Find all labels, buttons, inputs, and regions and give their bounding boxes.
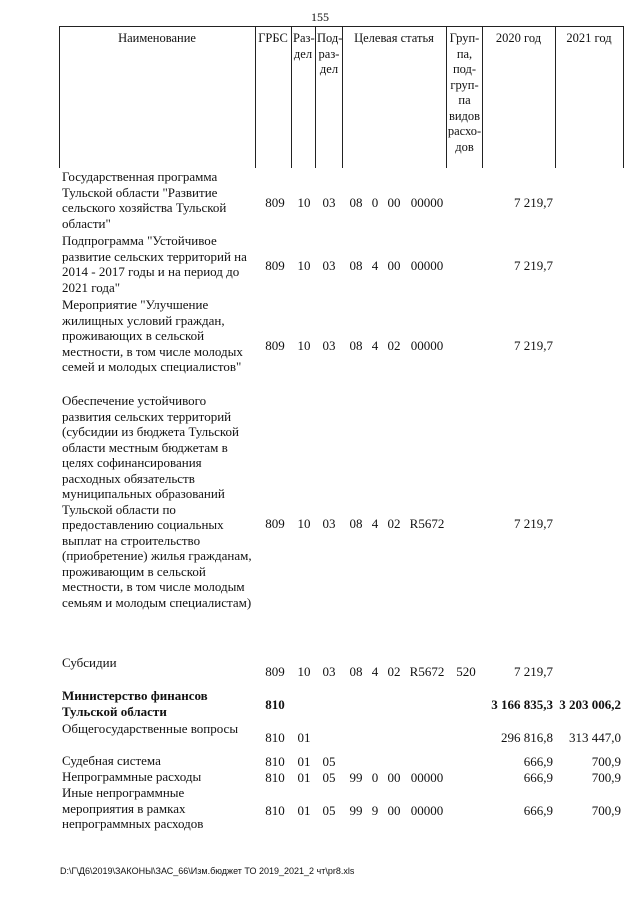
row-name: Государственная программа Тульской области "Развитие сельского хозяйства Тульской области" (62, 169, 227, 231)
cell-cs-event: 00 (387, 258, 401, 273)
cell-cs-subprogram: 4 (371, 516, 379, 531)
cell-grbs: 809 (265, 258, 285, 273)
cell-cs-subprogram: 4 (371, 338, 379, 353)
row-name: Подпрограмма "Устойчивое развитие сельских территорий на 2014 - 2017 годы и на период до 2021 года" (62, 233, 247, 295)
cell-group: 520 (456, 664, 476, 679)
cell-cs-program: 08 (349, 258, 363, 273)
cell-razdel: 10 (297, 516, 311, 531)
cell-grbs: 809 (265, 516, 285, 531)
cell-cs-direction: 00000 (410, 338, 444, 353)
cell-razdel: 01 (297, 803, 311, 818)
cell-razdel: 10 (297, 338, 311, 353)
cell-podrazdel: 03 (322, 258, 336, 273)
cell-cs-subprogram: 0 (371, 195, 379, 210)
cell-cs-event: 02 (387, 664, 401, 679)
cell-cs-program: 99 (349, 803, 363, 818)
cell-cs-subprogram: 0 (371, 770, 379, 785)
row-name: Судебная система (62, 753, 161, 768)
cell-razdel: 01 (297, 770, 311, 785)
header-name: Наименование (118, 31, 196, 45)
row-name: Иные непрограммные мероприятия в рамках непрограммных расходов (62, 785, 204, 831)
header-podrazdel: Под- раз- дел (317, 31, 343, 76)
cell-2020: 3 166 835,3 (491, 697, 553, 712)
cell-2020: 666,9 (523, 754, 553, 769)
cell-grbs: 810 (265, 754, 285, 769)
cell-cs-direction: 00000 (410, 258, 444, 273)
cell-razdel: 10 (297, 195, 311, 210)
cell-grbs: 809 (265, 338, 285, 353)
cell-cs-direction: 00000 (410, 195, 444, 210)
cell-cs-direction: 00000 (410, 770, 444, 785)
row-name: Субсидии (62, 655, 117, 670)
row-name: Министерство финансов Тульской области (62, 688, 208, 719)
file-path-footer: D:\Г\Д6\2019\ЗАКОНЫ\ЗАС_66\Изм.бюджет ТО 2019_2021_2 чт\pr8.xls (60, 866, 355, 876)
header-razdel: Раз- дел (293, 31, 315, 61)
cell-cs-program: 99 (349, 770, 363, 785)
cell-2020: 296 816,8 (501, 730, 553, 745)
cell-2020: 7 219,7 (514, 338, 553, 353)
cell-cs-subprogram: 9 (371, 803, 379, 818)
header-divider (555, 27, 556, 168)
header-divider (315, 27, 316, 168)
header-2021: 2021 год (566, 31, 612, 45)
header-divider (291, 27, 292, 168)
row-name: Непрограммные расходы (62, 769, 202, 784)
cell-razdel: 10 (297, 664, 311, 679)
cell-grbs: 810 (265, 730, 285, 745)
cell-cs-event: 00 (387, 195, 401, 210)
table-header (59, 26, 624, 168)
header-divider (623, 27, 624, 168)
cell-cs-event: 00 (387, 770, 401, 785)
header-divider (255, 27, 256, 168)
cell-grbs: 810 (265, 770, 285, 785)
cell-cs-subprogram: 4 (371, 664, 379, 679)
row-name: Мероприятие "Улучшение жилищных условий граждан, проживающих в сельской местности, в том числе молодых семей и молодых специалистов" (62, 297, 243, 374)
cell-cs-program: 08 (349, 664, 363, 679)
cell-2020: 7 219,7 (514, 195, 553, 210)
cell-2020: 7 219,7 (514, 664, 553, 679)
cell-grbs: 810 (265, 697, 285, 712)
cell-2020: 666,9 (523, 770, 553, 785)
cell-2020: 666,9 (523, 803, 553, 818)
cell-razdel: 10 (297, 258, 311, 273)
header-grbs: ГРБС (258, 31, 288, 45)
cell-cs-direction: R5672 (409, 664, 445, 679)
cell-cs-program: 08 (349, 338, 363, 353)
row-name: Общегосударственные вопросы (62, 721, 239, 736)
cell-grbs: 810 (265, 803, 285, 818)
header-gruppa: Груп- па, под- груп- па видов расхо- дов (447, 31, 482, 154)
cell-podrazdel: 03 (322, 338, 336, 353)
header-divider (342, 27, 343, 168)
cell-cs-event: 00 (387, 803, 401, 818)
cell-cs-event: 02 (387, 338, 401, 353)
cell-podrazdel: 03 (322, 664, 336, 679)
cell-2021: 700,9 (591, 754, 621, 769)
cell-2021: 700,9 (591, 803, 621, 818)
cell-2021: 3 203 006,2 (559, 697, 621, 712)
cell-razdel: 01 (297, 730, 311, 745)
cell-podrazdel: 03 (322, 195, 336, 210)
cell-cs-event: 02 (387, 516, 401, 531)
cell-cs-direction: 00000 (410, 803, 444, 818)
cell-grbs: 809 (265, 195, 285, 210)
cell-cs-subprogram: 4 (371, 258, 379, 273)
cell-razdel: 01 (297, 754, 311, 769)
cell-2021: 700,9 (591, 770, 621, 785)
header-divider (482, 27, 483, 168)
header-celevaya: Целевая статья (354, 31, 434, 45)
cell-2020: 7 219,7 (514, 516, 553, 531)
page-number: 155 (311, 10, 329, 24)
header-2020: 2020 год (495, 31, 542, 45)
cell-podrazdel: 05 (322, 770, 336, 785)
cell-grbs: 809 (265, 664, 285, 679)
cell-podrazdel: 03 (322, 516, 336, 531)
cell-podrazdel: 05 (322, 754, 336, 769)
row-name: Обеспечение устойчивого развития сельских территорий (субсидии из бюджета Тульской области местным бюджетам в целях софинансирования расходных обязательств муниципальных образований Тульской области по предоставлению социальных выплат на строительство (приобретение) жилья гражданам, проживающим в сельской местности, в том числе молодым семьям и молодым специалистам) (62, 393, 252, 610)
header-divider (59, 27, 60, 168)
cell-cs-program: 08 (349, 195, 363, 210)
cell-2021: 313 447,0 (569, 730, 621, 745)
cell-2020: 7 219,7 (514, 258, 553, 273)
cell-cs-program: 08 (349, 516, 363, 531)
cell-cs-direction: R5672 (409, 516, 445, 531)
cell-podrazdel: 05 (322, 803, 336, 818)
